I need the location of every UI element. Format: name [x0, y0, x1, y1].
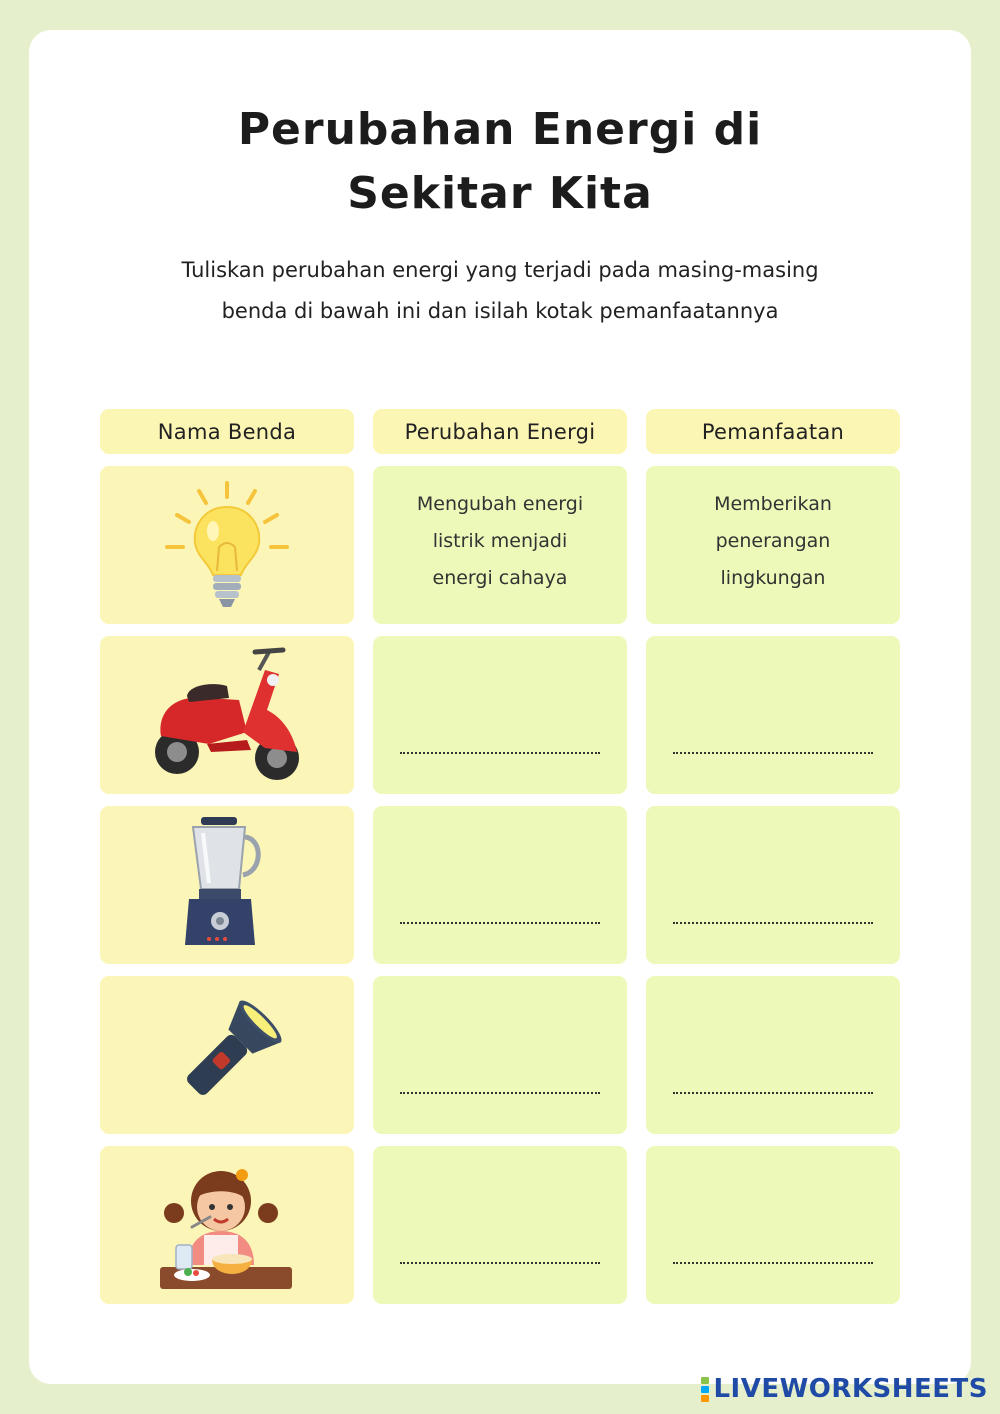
- answer-perubahan-4[interactable]: [373, 976, 627, 1134]
- answer-pemanfaatan-3[interactable]: [646, 806, 900, 964]
- answer-pemanfaatan-2[interactable]: [646, 636, 900, 794]
- item-cell-blender: [100, 806, 354, 964]
- answer-text-perubahan-1: Mengubah energi listrik menjadi energi cahaya: [416, 493, 584, 589]
- answer-text-pemanfaatan-1: Memberikan penerangan lingkungan: [714, 493, 832, 589]
- dotted-answer-line: [400, 1262, 600, 1264]
- blender-icon: [177, 815, 277, 955]
- page-title: [0, 98, 1000, 226]
- scooter-icon: [147, 640, 307, 790]
- instruction-text: [0, 250, 1000, 332]
- header-nama-benda: Nama Benda: [100, 409, 354, 454]
- dotted-answer-line: [673, 752, 873, 754]
- dotted-answer-line: [673, 1262, 873, 1264]
- item-cell-girl-eating: [100, 1146, 354, 1304]
- liveworksheets-logo-icon: [701, 1377, 709, 1402]
- brand-watermark: [701, 1374, 988, 1404]
- flashlight-icon: [162, 990, 292, 1120]
- answer-perubahan-3[interactable]: [373, 806, 627, 964]
- answer-pemanfaatan-5[interactable]: [646, 1146, 900, 1304]
- dotted-answer-line: [400, 922, 600, 924]
- answer-pemanfaatan-4[interactable]: [646, 976, 900, 1134]
- answer-perubahan-2[interactable]: [373, 636, 627, 794]
- dotted-answer-line: [400, 1092, 600, 1094]
- answer-pemanfaatan-1[interactable]: [646, 466, 900, 624]
- instruction-line-2: benda di bawah ini dan isilah kotak pemanfaatannya: [221, 299, 779, 323]
- header-pemanfaatan: Pemanfaatan: [646, 409, 900, 454]
- answer-perubahan-1[interactable]: [373, 466, 627, 624]
- title-line-1: Perubahan Energi di: [237, 104, 763, 155]
- item-cell-scooter: [100, 636, 354, 794]
- girl-eating-icon: [152, 1155, 302, 1295]
- answer-perubahan-5[interactable]: [373, 1146, 627, 1304]
- header-perubahan-energi: Perubahan Energi: [373, 409, 627, 454]
- light-bulb-icon: [157, 475, 297, 615]
- item-cell-lightbulb: [100, 466, 354, 624]
- dotted-answer-line: [400, 752, 600, 754]
- title-line-2: Sekitar Kita: [347, 168, 653, 219]
- dotted-answer-line: [673, 1092, 873, 1094]
- instruction-line-1: Tuliskan perubahan energi yang terjadi pada masing-masing: [181, 258, 819, 282]
- dotted-answer-line: [673, 922, 873, 924]
- item-cell-flashlight: [100, 976, 354, 1134]
- brand-name: LIVEWORKSHEETS: [713, 1374, 988, 1404]
